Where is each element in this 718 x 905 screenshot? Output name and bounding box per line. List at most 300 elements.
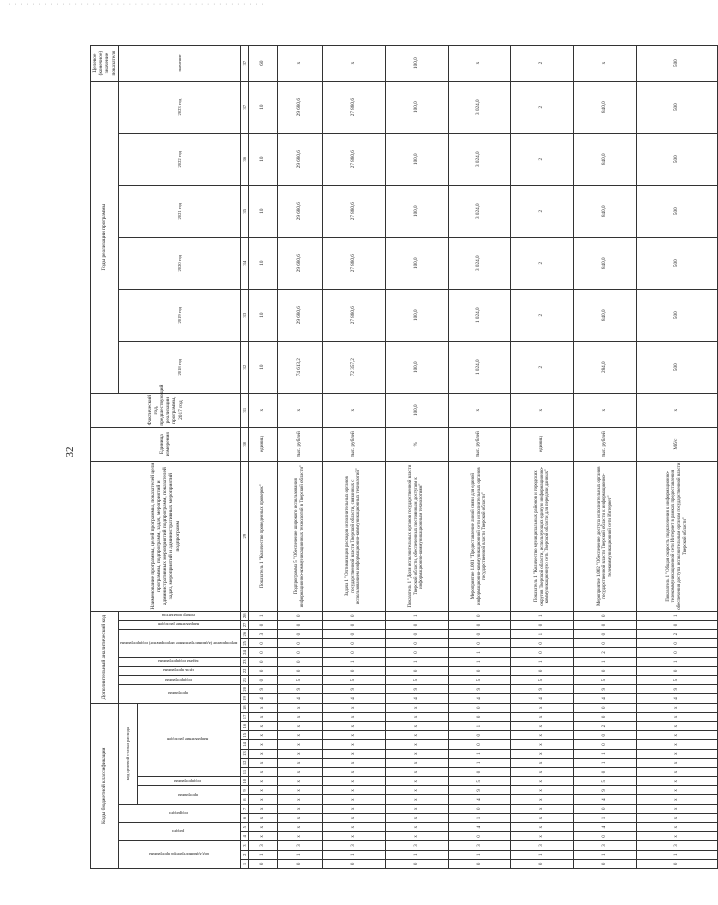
row-unit: тыс. рублей <box>322 427 385 461</box>
code-cell: 0 <box>448 767 511 776</box>
header-program-name: Наименование программы, целей программы, показателей цели программы, подпрограмм, задач, мероприятий и административных мероприятий подпрограмм, показателей задач, мероприятий и административных мероприятий подпрограмм <box>91 461 241 611</box>
row-year-value: 10 <box>248 289 277 341</box>
code-cell: х <box>511 795 574 804</box>
header-target-value: значение <box>118 45 240 81</box>
code-cell: 0 <box>277 648 322 657</box>
column-index-cell: 2 <box>240 850 248 859</box>
code-cell: х <box>322 813 385 822</box>
column-index-cell: 9 <box>240 786 248 795</box>
row-target-value: х <box>574 45 637 81</box>
row-year-value: 10 <box>248 237 277 289</box>
code-cell: 1 <box>385 850 448 859</box>
row-year-value: 2 <box>511 185 574 237</box>
code-cell: 9 <box>637 685 718 694</box>
column-index-cell: 34 <box>240 237 248 289</box>
code-cell: х <box>385 712 448 721</box>
code-cell: х <box>511 731 574 740</box>
row-unit: тыс. рублей <box>448 427 511 461</box>
code-cell: 1 <box>322 850 385 859</box>
code-cell: 1 <box>448 657 511 666</box>
code-cell: 2 <box>637 630 718 639</box>
code-cell: 0 <box>385 859 448 868</box>
column-index-cell: 4 <box>240 832 248 841</box>
code-cell: х <box>277 703 322 712</box>
column-index-cell: 28 <box>240 611 248 620</box>
code-cell: х <box>511 749 574 758</box>
code-cell: 0 <box>574 767 637 776</box>
row-target-value: х <box>448 45 511 81</box>
code-cell: 1 <box>448 813 511 822</box>
row-year-value: 2 <box>511 341 574 393</box>
code-cell: х <box>322 777 385 786</box>
row-year-value: 3 024,0 <box>448 185 511 237</box>
scan-artifact-strip: · · · · · · · · · · · · · · · · · · · · · · · · · · · · · · · · · · · · · · · · · · · <box>8 2 264 8</box>
code-cell: 0 <box>277 620 322 629</box>
code-cell: х <box>385 786 448 795</box>
code-cell: 0 <box>277 639 322 648</box>
code-cell: х <box>511 712 574 721</box>
header-cel: цель программы <box>118 666 240 675</box>
table-row <box>248 45 277 868</box>
code-cell: х <box>248 740 277 749</box>
code-cell: 0 <box>277 859 322 868</box>
table-row <box>385 45 448 868</box>
row-target-value: 2 <box>511 45 574 81</box>
code-cell: х <box>637 722 718 731</box>
row-name: Подпрограмма 5 "Обеспечение широкого использования информационно-коммуникационных технологий в Тверской области" <box>277 461 322 611</box>
code-cell: х <box>277 795 322 804</box>
code-cell: 9 <box>574 786 637 795</box>
row-year-value: 2 <box>511 237 574 289</box>
row-year-value: 500 <box>637 185 718 237</box>
code-cell: 1 <box>574 657 637 666</box>
code-cell: 0 <box>248 859 277 868</box>
row-year-value: 10 <box>248 133 277 185</box>
code-cell: х <box>385 767 448 776</box>
code-cell: 0 <box>277 666 322 675</box>
table-body <box>248 45 717 868</box>
code-cell: 1 <box>448 648 511 657</box>
header-year-2020: 2020 год <box>118 237 240 289</box>
code-cell: х <box>385 722 448 731</box>
row-year-value: 284,0 <box>574 341 637 393</box>
code-cell: х <box>248 777 277 786</box>
code-cell: 0 <box>277 630 322 639</box>
code-cell: х <box>385 731 448 740</box>
code-cell: х <box>277 740 322 749</box>
code-cell: х <box>322 703 385 712</box>
code-cell: х <box>322 749 385 758</box>
code-cell: х <box>277 823 322 832</box>
code-cell: 4 <box>637 694 718 703</box>
row-unit: тыс. рублей <box>277 427 322 461</box>
code-cell: х <box>385 740 448 749</box>
row-year-value: 29 680,6 <box>277 133 322 185</box>
row-year-value: 1 024,0 <box>448 289 511 341</box>
code-cell: х <box>277 804 322 813</box>
code-cell: 1 <box>637 850 718 859</box>
code-cell: х <box>248 767 277 776</box>
header-year-2023: 2023 год <box>118 81 240 133</box>
code-cell: х <box>511 804 574 813</box>
code-cell: 4 <box>385 694 448 703</box>
row-year-value: 2 <box>511 133 574 185</box>
column-index-cell: 19 <box>240 694 248 703</box>
code-cell: х <box>248 832 277 841</box>
code-cell: х <box>385 823 448 832</box>
row-year-value: 29 680,6 <box>277 81 322 133</box>
code-cell: 0 <box>637 859 718 868</box>
code-cell: 1 <box>322 657 385 666</box>
code-cell: х <box>277 749 322 758</box>
row-year-value: 10 <box>248 81 277 133</box>
row-year-value: 100,0 <box>385 237 448 289</box>
header-target: Целевое (конечное) значение показателя <box>91 45 119 81</box>
column-index-cell: 8 <box>240 795 248 804</box>
code-cell: 0 <box>637 666 718 675</box>
budget-program-table <box>90 45 718 869</box>
column-index-cell: 13 <box>240 749 248 758</box>
code-cell: х <box>277 758 322 767</box>
code-cell: х <box>385 804 448 813</box>
code-cell: 1 <box>574 813 637 822</box>
code-cell: 1 <box>448 850 511 859</box>
row-base-value: х <box>574 393 637 427</box>
header-program-code: программа <box>118 685 240 703</box>
row-unit: Мб/с <box>637 427 718 461</box>
code-cell: 0 <box>574 712 637 721</box>
header-additional-codes: Дополнительный аналитический код <box>91 611 119 703</box>
code-cell: 0 <box>574 666 637 675</box>
column-index-cell: 30 <box>240 427 248 461</box>
column-index-cell: 27 <box>240 620 248 629</box>
code-cell: 0 <box>574 639 637 648</box>
code-cell: 1 <box>637 611 718 620</box>
code-cell: х <box>277 767 322 776</box>
header-year-2018: 2018 год <box>118 341 240 393</box>
code-cell: 1 <box>448 722 511 731</box>
code-cell: 4 <box>448 823 511 832</box>
code-cell: х <box>385 749 448 758</box>
code-cell: 0 <box>511 859 574 868</box>
row-unit: тыс. рублей <box>574 427 637 461</box>
column-index-cell: 23 <box>240 657 248 666</box>
code-cell: 4 <box>574 795 637 804</box>
row-target-value: х <box>322 45 385 81</box>
code-cell: х <box>385 832 448 841</box>
code-cell: 0 <box>248 676 277 685</box>
row-year-value: 840,0 <box>574 81 637 133</box>
code-cell: х <box>248 804 277 813</box>
code-cell: х <box>248 722 277 731</box>
header-direction-extra: направление расходов <box>118 620 240 629</box>
code-cell: х <box>322 804 385 813</box>
code-cell: х <box>277 731 322 740</box>
code-cell: 3 <box>448 841 511 850</box>
header-podrazdel: подраздел <box>118 804 240 822</box>
code-cell: х <box>277 712 322 721</box>
header-years-group: Годы реализации программы <box>91 81 119 393</box>
code-cell: х <box>637 795 718 804</box>
row-year-value: 27 880,6 <box>322 81 385 133</box>
code-cell: 3 <box>385 841 448 850</box>
code-cell: 4 <box>248 694 277 703</box>
code-cell: х <box>248 823 277 832</box>
row-year-value: 1 024,0 <box>448 341 511 393</box>
code-cell: 3 <box>248 841 277 850</box>
column-index-cell: 36 <box>240 133 248 185</box>
code-cell: 1 <box>277 850 322 859</box>
code-cell: х <box>248 712 277 721</box>
column-index-cell: 12 <box>240 758 248 767</box>
code-cell: 5 <box>277 676 322 685</box>
column-index-cell: 25 <box>240 639 248 648</box>
code-cell: 3 <box>511 841 574 850</box>
code-cell: х <box>637 777 718 786</box>
row-year-value: 500 <box>637 237 718 289</box>
column-index-cell: 1 <box>240 859 248 868</box>
code-cell: х <box>511 767 574 776</box>
code-cell: 9 <box>574 685 637 694</box>
column-index-cell: 17 <box>240 712 248 721</box>
code-cell: х <box>637 703 718 712</box>
code-cell: 4 <box>322 694 385 703</box>
code-cell: х <box>511 786 574 795</box>
column-index-cell: 37 <box>240 45 248 81</box>
code-cell: 0 <box>511 648 574 657</box>
code-cell: х <box>322 731 385 740</box>
column-index-cell: 29 <box>240 461 248 611</box>
code-cell: х <box>277 786 322 795</box>
code-cell: 1 <box>448 758 511 767</box>
code-cell: х <box>511 832 574 841</box>
code-cell: 0 <box>385 639 448 648</box>
code-cell: 5 <box>448 777 511 786</box>
row-name: Показатель 1 "Количество проведенных проверок" <box>248 461 277 611</box>
code-cell: 9 <box>277 685 322 694</box>
rotated-table-container <box>90 49 688 869</box>
code-cell: 4 <box>277 694 322 703</box>
row-year-value: 100,0 <box>385 81 448 133</box>
row-year-value: 840,0 <box>574 237 637 289</box>
row-year-value: 100,0 <box>385 341 448 393</box>
code-cell: 3 <box>322 841 385 850</box>
row-year-value: 100,0 <box>385 133 448 185</box>
code-cell: 4 <box>574 694 637 703</box>
row-year-value: 10 <box>248 341 277 393</box>
code-cell: х <box>637 786 718 795</box>
code-cell: 0 <box>448 611 511 620</box>
column-index-cell: 20 <box>240 685 248 694</box>
code-cell: 0 <box>322 859 385 868</box>
code-cell: 0 <box>574 630 637 639</box>
code-cell: 4 <box>448 795 511 804</box>
code-cell: 0 <box>448 630 511 639</box>
table-row <box>448 45 511 868</box>
row-year-value: 74 613,2 <box>277 341 322 393</box>
header-direction: направление расходов <box>137 703 240 777</box>
code-cell: х <box>637 740 718 749</box>
code-cell: 5 <box>637 676 718 685</box>
header-subprogram: подпрограмма <box>137 777 240 786</box>
header-subprogram-code: подпрограмма <box>118 676 240 685</box>
code-cell: х <box>511 722 574 731</box>
code-cell: х <box>277 813 322 822</box>
code-cell: 0 <box>248 657 277 666</box>
column-index-cell: 5 <box>240 823 248 832</box>
code-cell: 0 <box>574 731 637 740</box>
header-budget-codes: Коды бюджетной классификации <box>91 703 119 868</box>
row-base-value: х <box>277 393 322 427</box>
row-name: Мероприятие 1.002 "Обеспечение доступа исполнительных органов государственной власти Тверской области к информационно-телекоммуникационной сети Интернет" <box>574 461 637 611</box>
code-cell: х <box>637 767 718 776</box>
code-cell: 1 <box>511 850 574 859</box>
column-index-cell: 6 <box>240 813 248 822</box>
row-year-value: 29 680,6 <box>277 289 322 341</box>
code-cell: 0 <box>637 648 718 657</box>
row-year-value: 500 <box>637 289 718 341</box>
code-cell: х <box>511 813 574 822</box>
row-base-value: х <box>448 393 511 427</box>
header-row-top <box>91 45 119 868</box>
code-cell: 0 <box>322 648 385 657</box>
code-cell: 0 <box>248 648 277 657</box>
code-cell: 0 <box>248 620 277 629</box>
code-cell: х <box>385 795 448 804</box>
column-index-cell: 22 <box>240 666 248 675</box>
code-cell: х <box>322 795 385 804</box>
code-cell: 0 <box>322 666 385 675</box>
code-cell: 1 <box>511 630 574 639</box>
row-target-value: 500 <box>637 45 718 81</box>
code-cell: 0 <box>385 620 448 629</box>
row-name: Показатель 1 "Количество муниципальных районов и городских округов Тверской области, использующих единую информационно-коммуникационную сеть Тверской области для передачи данных" <box>511 461 574 611</box>
code-cell: 4 <box>574 823 637 832</box>
code-cell: х <box>248 758 277 767</box>
column-index-cell: 10 <box>240 777 248 786</box>
row-unit: % <box>385 427 448 461</box>
column-index-cell: 32 <box>240 341 248 393</box>
row-year-value: 840,0 <box>574 289 637 341</box>
code-cell: х <box>511 758 574 767</box>
code-cell: х <box>322 832 385 841</box>
header-year-2019: 2019 год <box>118 289 240 341</box>
code-cell: 0 <box>448 832 511 841</box>
code-cell: 5 <box>574 777 637 786</box>
code-cell: 0 <box>385 630 448 639</box>
code-cell: 1 <box>574 850 637 859</box>
code-cell: 9 <box>322 685 385 694</box>
code-cell: 1 <box>248 611 277 620</box>
table-row <box>637 45 718 868</box>
code-cell: 5 <box>574 676 637 685</box>
code-cell: 0 <box>511 639 574 648</box>
code-cell: 9 <box>248 685 277 694</box>
row-target-value: х <box>277 45 322 81</box>
row-year-value: 3 024,0 <box>448 81 511 133</box>
code-cell: 0 <box>448 620 511 629</box>
code-cell: 5 <box>322 676 385 685</box>
code-cell: 0 <box>277 611 322 620</box>
column-index-cell: 3 <box>240 841 248 850</box>
code-cell: х <box>637 749 718 758</box>
code-cell: х <box>637 832 718 841</box>
row-name: Показатель 1 "Доля исполнительных органов государственной власти Тверской области, обеспеченных постоянным доступом к информационно-коммуникационным технологиям" <box>385 461 448 611</box>
column-index-cell: 33 <box>240 289 248 341</box>
row-year-value: 500 <box>637 341 718 393</box>
row-year-value: 29 680,6 <box>277 237 322 289</box>
code-cell: 2 <box>574 648 637 657</box>
code-cell: 1 <box>637 657 718 666</box>
code-cell: 1 <box>511 611 574 620</box>
code-cell: 0 <box>277 657 322 666</box>
code-cell: 1 <box>574 758 637 767</box>
column-index-cell: 16 <box>240 722 248 731</box>
code-cell: 9 <box>385 685 448 694</box>
header-nomer: номер показателя <box>118 611 240 620</box>
row-unit: единиц <box>248 427 277 461</box>
row-target-value: 100,0 <box>385 45 448 81</box>
code-cell: 0 <box>448 804 511 813</box>
row-base-value: х <box>322 393 385 427</box>
code-cell: 0 <box>637 639 718 648</box>
page-number: 32 <box>64 446 76 458</box>
code-cell: 3 <box>637 841 718 850</box>
table-row <box>574 45 637 868</box>
code-cell: х <box>277 722 322 731</box>
code-cell: 9 <box>448 786 511 795</box>
code-cell: 0 <box>448 639 511 648</box>
row-year-value: 27 880,6 <box>322 237 385 289</box>
code-cell: 0 <box>637 620 718 629</box>
code-cell: 9 <box>448 685 511 694</box>
code-cell: х <box>637 823 718 832</box>
column-index-cell: 11 <box>240 767 248 776</box>
code-cell: х <box>248 795 277 804</box>
code-cell: х <box>511 823 574 832</box>
row-base-value: х <box>248 393 277 427</box>
row-year-value: 500 <box>637 133 718 185</box>
code-cell: 0 <box>574 740 637 749</box>
code-cell: х <box>637 731 718 740</box>
header-year-2022: 2022 год <box>118 133 240 185</box>
code-cell: 0 <box>574 703 637 712</box>
code-cell: х <box>322 722 385 731</box>
code-cell: х <box>248 703 277 712</box>
code-cell: х <box>637 804 718 813</box>
code-cell: 0 <box>574 611 637 620</box>
code-cell: 4 <box>511 694 574 703</box>
code-cell: х <box>511 703 574 712</box>
code-cell: 3 <box>277 841 322 850</box>
code-cell: х <box>322 758 385 767</box>
code-cell: 2 <box>574 722 637 731</box>
row-base-value: 100,0 <box>385 393 448 427</box>
code-cell: х <box>277 777 322 786</box>
column-index-cell: 14 <box>240 740 248 749</box>
code-cell: 0 <box>448 666 511 675</box>
column-index-cell: 26 <box>240 630 248 639</box>
code-cell: х <box>637 813 718 822</box>
code-cell: 5 <box>448 676 511 685</box>
table-row <box>277 45 322 868</box>
row-year-value: 2 <box>511 81 574 133</box>
code-cell: 1 <box>385 657 448 666</box>
code-cell: 5 <box>511 676 574 685</box>
column-index-row <box>240 45 248 868</box>
row-base-value: х <box>637 393 718 427</box>
column-index-cell: 31 <box>240 393 248 427</box>
